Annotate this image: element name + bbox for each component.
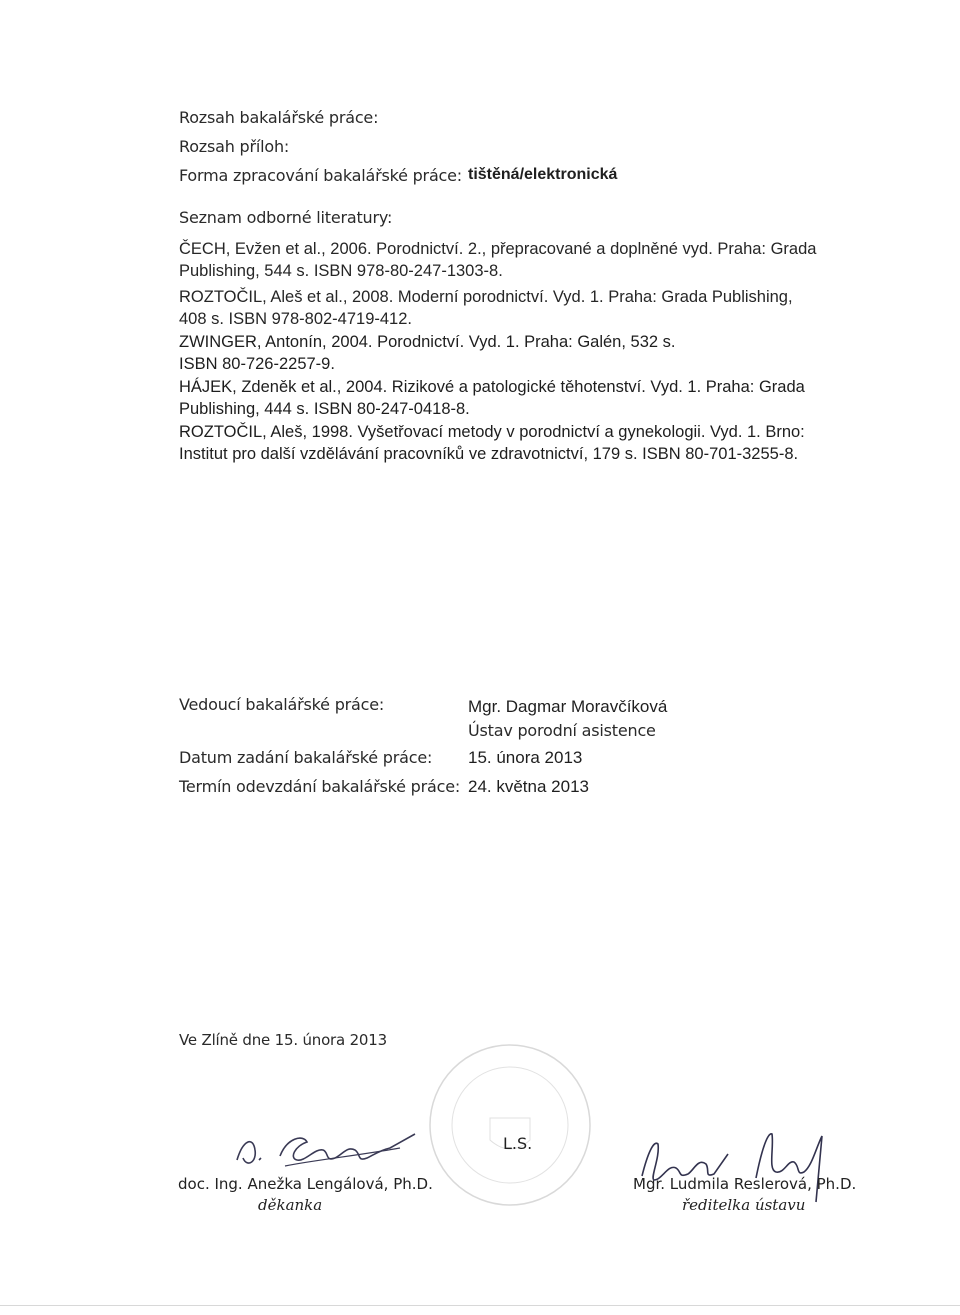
reference-line: ISBN 80-726-2257-9. <box>179 355 335 373</box>
signature-dean <box>225 1110 425 1180</box>
form-label: Forma zpracování bakalářské práce: <box>179 166 462 185</box>
reference-line: ZWINGER, Antonín, 2004. Porodnictví. Vyd. 1. Praha: Galén, 532 s. <box>179 333 676 351</box>
assigned-date: 15. února 2013 <box>468 748 583 767</box>
due-label: Termín odevzdání bakalářské práce: <box>179 777 461 796</box>
assigned-label: Datum zadání bakalářské práce: <box>179 748 433 767</box>
scope-label: Rozsah bakalářské práce: <box>179 108 379 127</box>
place-date: Ve Zlíně dne 15. února 2013 <box>179 1031 387 1049</box>
supervisor-label: Vedoucí bakalářské práce: <box>179 695 385 714</box>
signature-name-left: doc. Ing. Anežka Lengálová, Ph.D. <box>178 1175 433 1193</box>
reference-line: ČECH, Evžen et al., 2006. Porodnictví. 2., přepracované a doplněné vyd. Praha: Grada <box>179 240 817 258</box>
signature-role-right: ředitelka ústavu <box>682 1196 806 1214</box>
stamp-label: L.S. <box>503 1134 533 1153</box>
attachments-label: Rozsah příloh: <box>179 137 290 156</box>
reference-line: ROZTOČIL, Aleš, 1998. Vyšetřovací metody v porodnictví a gynekologii. Vyd. 1. Brno: <box>179 423 805 441</box>
signature-director <box>628 1118 848 1208</box>
supervisor-name: Mgr. Dagmar Moravčíková <box>468 697 668 716</box>
official-stamp <box>425 1040 595 1210</box>
reference-line: HÁJEK, Zdeněk et al., 2004. Rizikové a patologické těhotenství. Vyd. 1. Praha: Grada <box>179 378 805 396</box>
reference-line: ROZTOČIL, Aleš et al., 2008. Moderní porodnictví. Vyd. 1. Praha: Grada Publishing, <box>179 288 793 306</box>
reference-line: Publishing, 444 s. ISBN 80-247-0418-8. <box>179 400 470 418</box>
supervisor-institute: Ústav porodní asistence <box>468 721 656 740</box>
literature-heading: Seznam odborné literatury: <box>179 208 393 227</box>
reference-line: Publishing, 544 s. ISBN 978-80-247-1303-8. <box>179 262 503 280</box>
scan-edge <box>0 1305 960 1306</box>
due-date: 24. května 2013 <box>468 777 589 796</box>
reference-line: Institut pro další vzdělávání pracovníků ve zdravotnictví, 179 s. ISBN 80-701-3255-8. <box>179 445 799 463</box>
signature-role-left: děkanka <box>258 1196 323 1214</box>
form-value: tištěná/elektronická <box>468 166 618 183</box>
reference-line: 408 s. ISBN 978-802-4719-412. <box>179 310 412 328</box>
signature-name-right: Mgr. Ludmila Reslerová, Ph.D. <box>633 1175 857 1193</box>
